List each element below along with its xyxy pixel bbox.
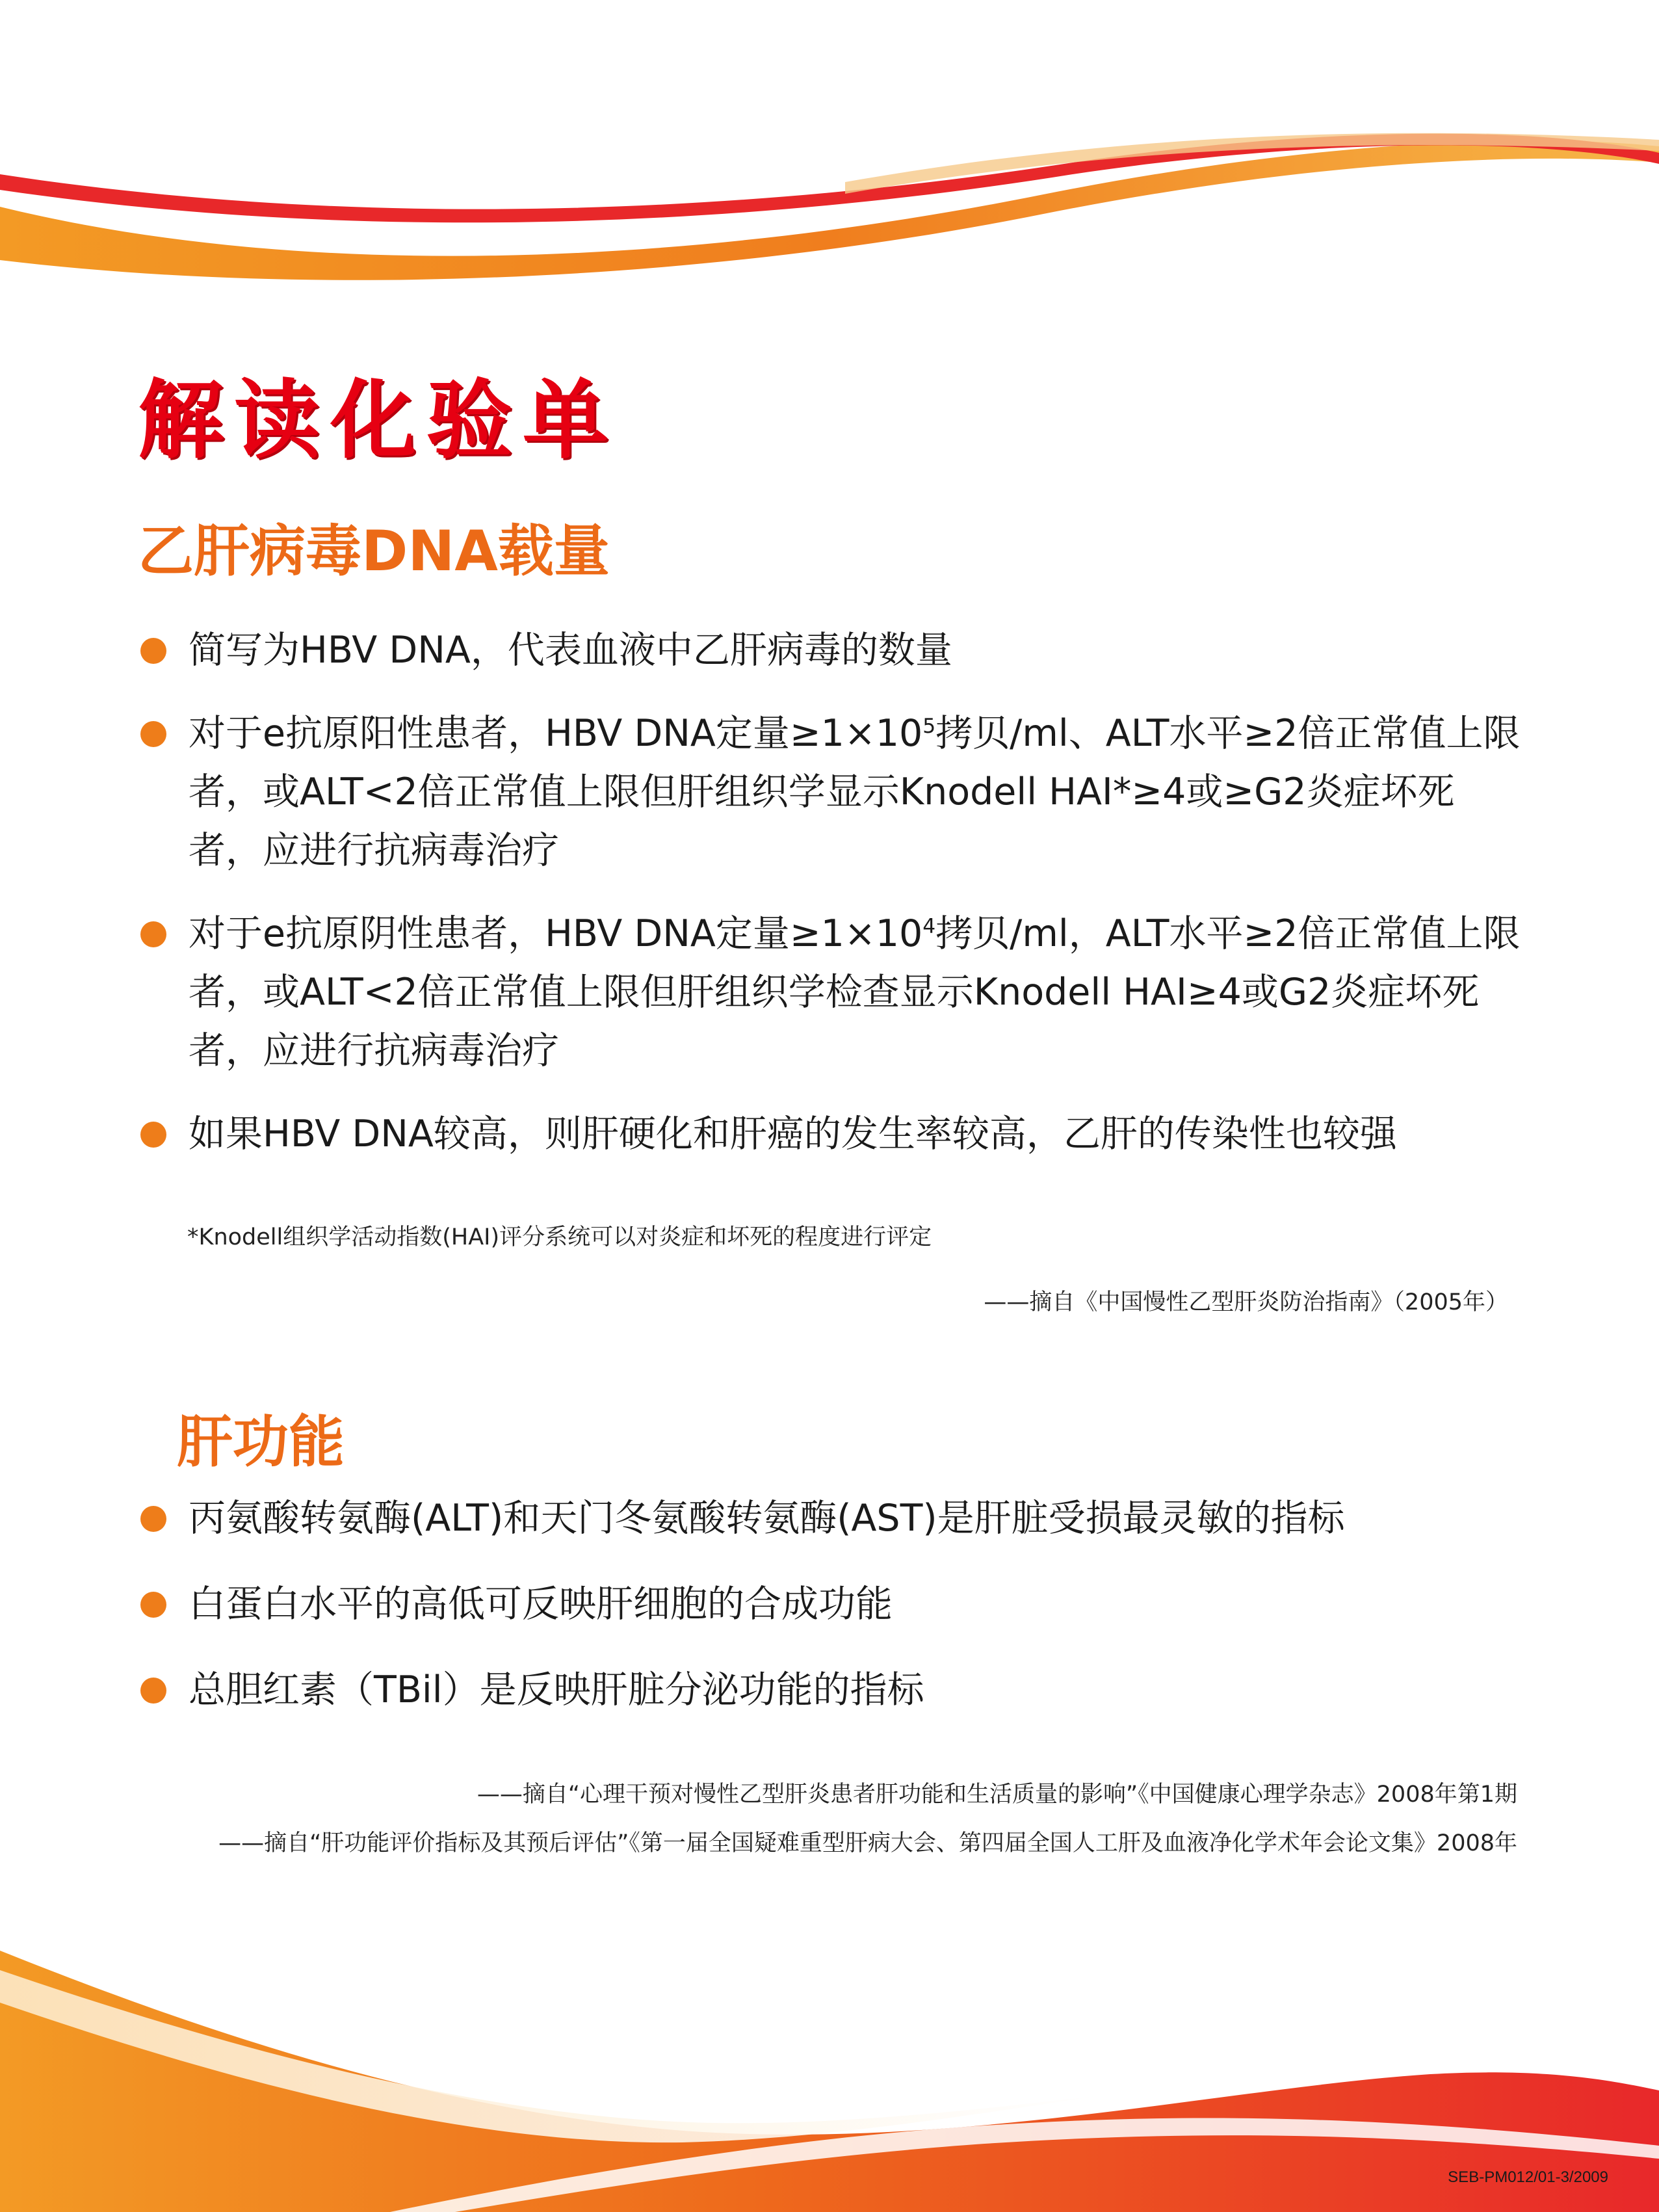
bullet-dot-icon [140, 1506, 166, 1532]
bullet-text-start: 对于e抗原阴性患者，HBV DNA定量≥1×10 [189, 912, 923, 955]
bullet-dot-icon [140, 921, 166, 947]
section-title-liver-function: 肝功能 [177, 1410, 345, 1475]
bullet-dot-icon [140, 721, 166, 747]
bottom-wave-decoration [0, 1925, 1659, 2212]
bullet-text: 总胆红素（TBil）是反映肝脏分泌功能的指标 [189, 1668, 924, 1711]
citation-journal: ——摘自“心理干预对慢性乙型肝炎患者肝功能和生活质量的影响”《中国健康心理学杂志》2008年第1期 [477, 1782, 1517, 1808]
liver-function-bullet-list [138, 1489, 1522, 1746]
bullet-text: 丙氨酸转氨酶(ALT)和天门冬氨酸转氨酶(AST)是肝脏受损最灵敏的指标 [189, 1497, 1345, 1540]
bullet-dot-icon [140, 1592, 166, 1618]
bullet-dot-icon [140, 638, 166, 664]
hbv-dna-bullet-list [138, 621, 1522, 1188]
bullet-text: 白蛋白水平的高低可反映肝细胞的合成功能 [189, 1583, 893, 1626]
bullet-text: 如果HBV DNA较高，则肝硬化和肝癌的发生率较高，乙肝的传染性也较强 [189, 1113, 1397, 1155]
list-item [138, 1575, 1522, 1633]
page-title: 解读化验单 [138, 371, 619, 471]
hai-footnote: *Knodell组织学活动指数(HAI)评分系统可以对炎症和坏死的程度进行评定 [187, 1224, 932, 1250]
citation-guideline: ——摘自《中国慢性乙型肝炎防治指南》（2005年） [984, 1289, 1508, 1315]
list-item [138, 1661, 1522, 1719]
list-item [138, 1489, 1522, 1547]
bullet-text-end: 拷贝/ml，ALT水平≥2倍正常值上限者，或ALT<2倍正常值上限但肝组织学检查显示Knodell HAI≥4或G2炎症坏死者，应进行抗病毒治疗 [189, 912, 1521, 1072]
bullet-text-end: 拷贝/ml、ALT水平≥2倍正常值上限者，或ALT<2倍正常值上限但肝组织学显示Knodell HAI*≥4或≥G2炎症坏死者，应进行抗病毒治疗 [189, 712, 1521, 872]
list-item [138, 904, 1522, 1080]
bullet-text: 简写为HBV DNA，代表血液中乙肝病毒的数量 [189, 629, 952, 672]
list-item [138, 704, 1522, 880]
bullet-text-start: 对于e抗原阳性患者，HBV DNA定量≥1×10 [189, 712, 923, 755]
top-wave-decoration [0, 0, 1659, 299]
superscript-exponent: 5 [922, 715, 936, 738]
citation-proceedings: ——摘自“肝功能评价指标及其预后评估”《第一届全国疑难重型肝病大会、第四届全国人工肝及血液净化学术年会论文集》2008年 [218, 1830, 1517, 1856]
bullet-dot-icon [140, 1678, 166, 1704]
section-title-hbv-dna: 乙肝病毒DNA载量 [138, 519, 610, 584]
list-item [138, 621, 1522, 679]
superscript-exponent: 4 [922, 915, 936, 938]
document-code: SEB-PM012/01-3/2009 [1448, 2168, 1608, 2186]
bullet-dot-icon [140, 1122, 166, 1148]
list-item [138, 1105, 1522, 1163]
